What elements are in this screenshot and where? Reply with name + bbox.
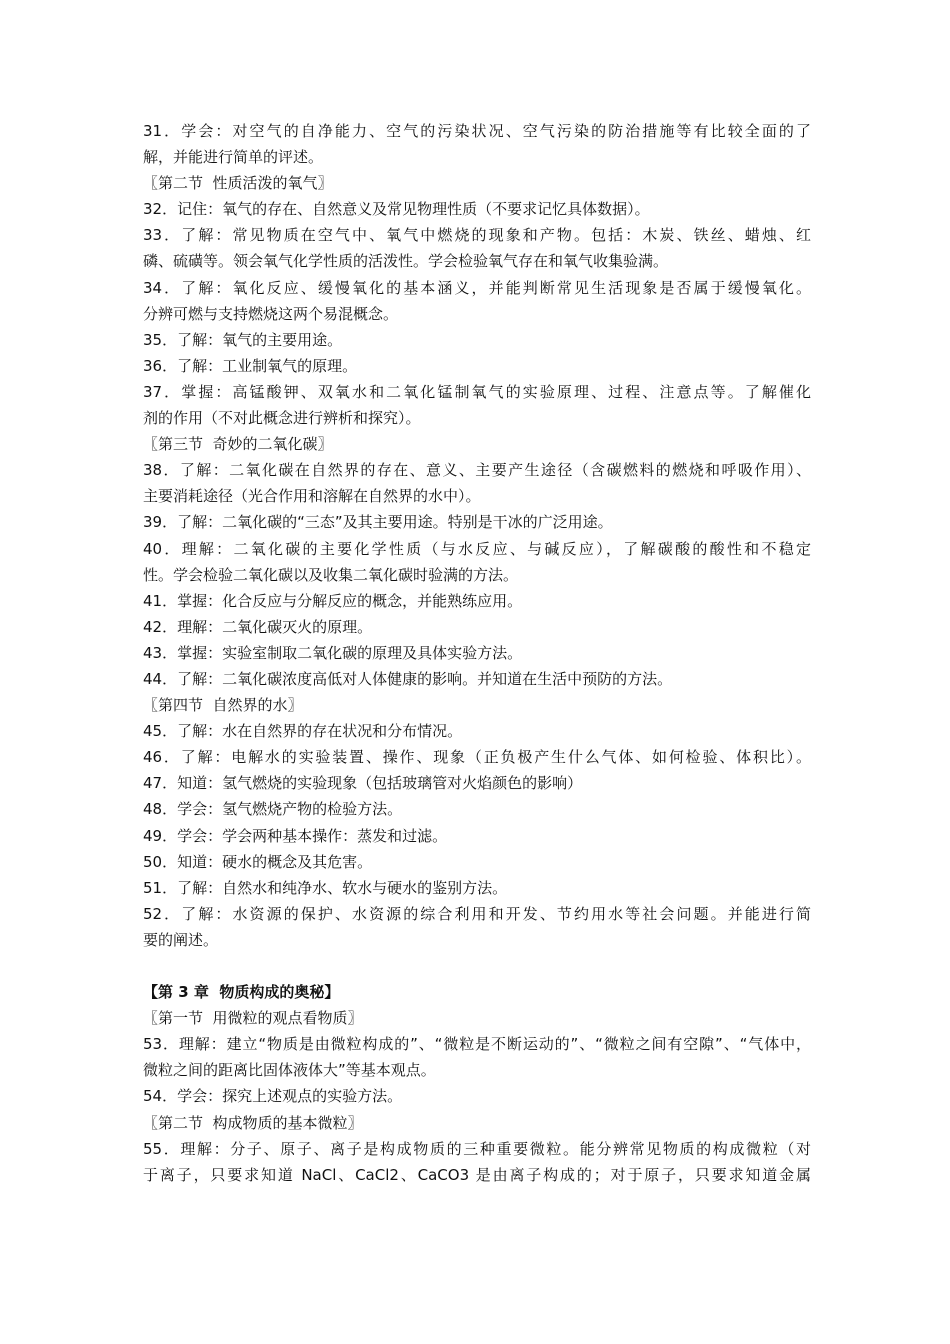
blank-line: [143, 953, 811, 979]
document-page: [143, 118, 811, 1188]
text-line: 46．了解：电解水的实验装置、操作、现象（正负极产生什么气体、如何检验、体积比）。: [143, 748, 811, 767]
text-line: 主要消耗途径（光合作用和溶解在自然界的水中）。: [143, 487, 481, 506]
section-heading: 〖第一节 用微粒的观点看物质〗: [143, 1009, 363, 1028]
text-line: 磷、硫磺等。领会氧气化学性质的活泼性。学会检验氧气存在和氧气收集验满。: [143, 252, 669, 271]
text-line: 53．理解：建立“物质是由微粒构成的”、“微粒是不断运动的”、“微粒之间有空隙”、“气体中，: [143, 1035, 811, 1054]
text-line: 54．学会：探究上述观点的实验方法。: [143, 1087, 403, 1106]
text-line: 要的阐述。: [143, 930, 219, 949]
text-line: 33．了解：常见物质在空气中、氧气中燃烧的现象和产物。包括：木炭、铁丝、蜡烛、红: [143, 226, 811, 245]
text-line: 性。学会检验二氧化碳以及收集二氧化碳时验满的方法。: [143, 565, 519, 584]
text-line: 52．了解：水资源的保护、水资源的综合利用和开发、节约用水等社会问题。并能进行简: [143, 904, 811, 923]
section-heading: 〖第四节 自然界的水〗: [143, 696, 303, 715]
text-line: 解，并能进行简单的评述。: [143, 148, 324, 167]
text-line: 49．学会：学会两种基本操作：蒸发和过滤。: [143, 826, 448, 845]
text-line: 40．理解：二氧化碳的主要化学性质（与水反应、与碱反应），了解碳酸的酸性和不稳定: [143, 539, 811, 558]
text-line: 于离子，只要求知道 NaCl、CaCl2、CaCO3 是由离子构成的；对于原子，只要求知道金属: [143, 1165, 811, 1184]
text-line: 44．了解：二氧化碳浓度高低对人体健康的影响。并知道在生活中预防的方法。: [143, 669, 673, 688]
chapter-heading: 【第 3 章 物质构成的奥秘】: [143, 983, 340, 1002]
text-line: 微粒之间的距离比固体液体大”等基本观点。: [143, 1061, 436, 1080]
text-line: 31．学会：对空气的自净能力、空气的污染状况、空气污染的防治措施等有比较全面的了: [143, 122, 811, 140]
text-line: 34．了解：氧化反应、缓慢氧化的基本涵义，并能判断常见生活现象是否属于缓慢氧化。: [143, 278, 811, 297]
text-line: 42．理解：二氧化碳灭火的原理。: [143, 617, 373, 636]
text-line: 36．了解：工业制氧气的原理。: [143, 356, 358, 375]
text-line: 39．了解：二氧化碳的“三态”及其主要用途。特别是干冰的广泛用途。: [143, 513, 613, 532]
section-heading: 〖第二节 构成物质的基本微粒〗: [143, 1113, 363, 1132]
text-line: 51．了解：自然水和纯净水、软水与硬水的鉴别方法。: [143, 878, 508, 897]
text-line: 剂的作用（不对此概念进行辨析和探究）。: [143, 409, 421, 428]
text-line: 37．掌握：高锰酸钾、双氧水和二氧化锰制氧气的实验原理、过程、注意点等。了解催化: [143, 382, 811, 401]
text-line: 35．了解：氧气的主要用途。: [143, 330, 343, 349]
text-line: 47．知道：氢气燃烧的实验现象（包括玻璃管对火焰颜色的影响）: [143, 774, 583, 793]
section-heading: 〖第二节 性质活泼的氧气〗: [143, 174, 333, 193]
text-line: 38．了解：二氧化碳在自然界的存在、意义、主要产生途径（含碳燃料的燃烧和呼吸作用）、: [143, 461, 811, 480]
text-line: 48．学会：氢气燃烧产物的检验方法。: [143, 800, 403, 819]
text-line: 41．掌握：化合反应与分解反应的概念，并能熟练应用。: [143, 591, 523, 610]
text-line: 43．掌握：实验室制取二氧化碳的原理及具体实验方法。: [143, 643, 523, 662]
text-line: 50．知道：硬水的概念及其危害。: [143, 852, 373, 871]
text-line: 45．了解：水在自然界的存在状况和分布情况。: [143, 722, 463, 741]
text-line: 32．记住：氧气的存在、自然意义及常见物理性质（不要求记忆具体数据）。: [143, 200, 650, 219]
text-line: 分辨可燃与支持燃烧这两个易混概念。: [143, 304, 399, 323]
text-line: 55．理解：分子、原子、离子是构成物质的三种重要微粒。能分辨常见物质的构成微粒（对: [143, 1139, 811, 1158]
section-heading: 〖第三节 奇妙的二氧化碳〗: [143, 435, 333, 454]
